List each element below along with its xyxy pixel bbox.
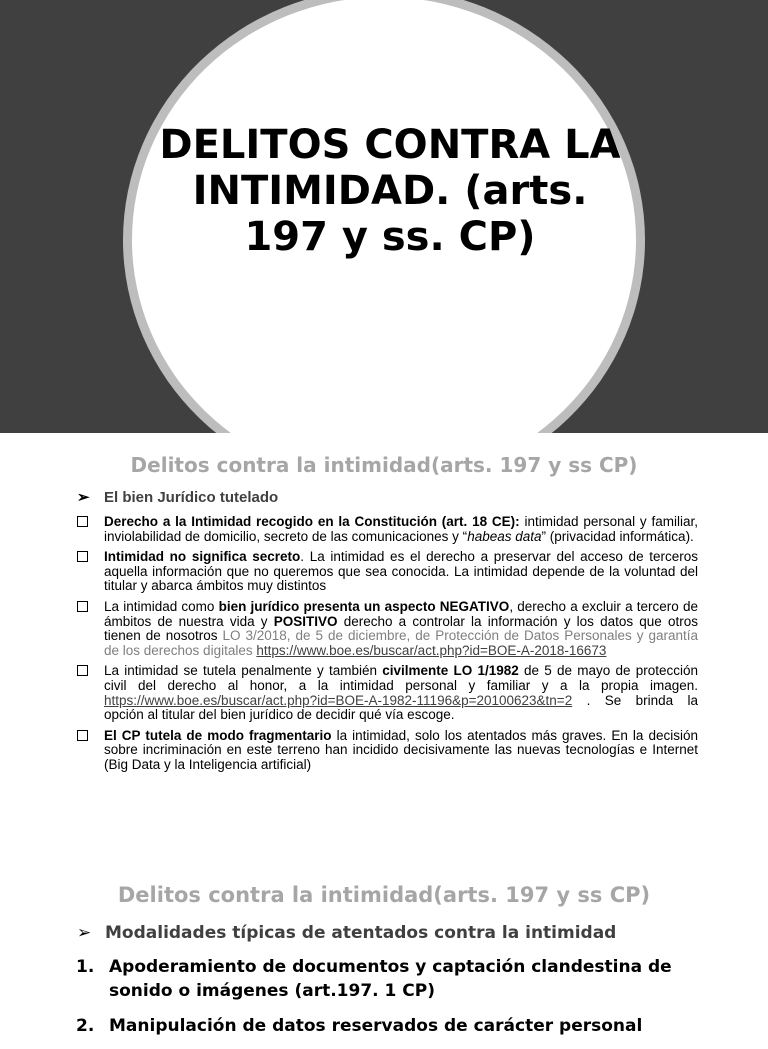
- list-item: [76, 550, 698, 594]
- item-number: 2.: [76, 1016, 95, 1036]
- item-bold-text: Intimidad no significa secreto: [104, 549, 301, 565]
- item-text: Apoderamiento de documentos y captación clandestina de sonido o imágenes (art.197. 1 CP): [109, 957, 672, 1001]
- item-text: La intimidad se tutela penalmente y también: [104, 663, 383, 679]
- list-item: [76, 955, 696, 1003]
- arrow-bullet-icon: ➢: [77, 489, 90, 506]
- item-italic-text: habeas data: [467, 528, 542, 544]
- hollow-square-bullet-icon: [77, 551, 88, 562]
- boe-link-lo-1-1982[interactable]: https://www.boe.es/buscar/act.php?id=BOE-A-1982-11196&p=20100623&tn=2: [104, 692, 573, 708]
- hollow-square-bullet-icon: [77, 730, 88, 741]
- list-item: [76, 600, 698, 658]
- bullet-list: [76, 515, 698, 779]
- item-bold-text: El CP tutela de modo fragmentario: [104, 727, 332, 743]
- item-text: intimidad personal y familiar, inviolabilidad de domicilio, secreto de las comunicaciones y “: [104, 514, 698, 544]
- item-text: , derecho a excluir a tercero de ámbitos de nuestra vida y: [104, 598, 698, 629]
- slide-subheading: [77, 488, 278, 506]
- hollow-square-bullet-icon: [77, 516, 88, 527]
- list-item: [76, 729, 698, 773]
- item-bold-text: Derecho a la Intimidad recogido en la Constitución (art. 18 CE):: [104, 514, 520, 529]
- item-text: la intimidad, solo los atentados más graves. En la decisión sobre incriminación en este terreno han incidido decisivamente las nuevas tecnologías e Internet (Big Data y la Inteligencia artificial): [104, 727, 698, 772]
- list-item: [76, 515, 698, 544]
- numbered-list: [76, 955, 696, 1049]
- list-item: [76, 664, 698, 722]
- slide-subheading: [77, 923, 616, 943]
- slide-heading: Delitos contra la intimidad(arts. 197 y ss CP): [130, 453, 638, 477]
- hollow-square-bullet-icon: [77, 665, 88, 676]
- item-text: de 5 de mayo de protección civil del derecho al honor, a la intimidad personal y familiar y a la propia imagen.: [104, 663, 698, 693]
- item-text: Manipulación de datos reservados de carácter personal: [109, 1016, 643, 1036]
- subheading-text: El bien Jurídico tutelado: [104, 489, 279, 506]
- item-text: derecho a controlar la información y los datos que otros tienen de nosotros: [104, 613, 698, 644]
- arrow-bullet-icon: ➢: [77, 923, 92, 943]
- item-text: La intimidad como: [104, 598, 219, 614]
- boe-link-lo-3-2018[interactable]: https://www.boe.es/buscar/act.php?id=BOE-A-2018-16673: [256, 642, 607, 658]
- hollow-square-bullet-icon: [77, 601, 88, 612]
- law-reference-text: LO 3/2018, de 5 de diciembre, de Protección de Datos Personales y garantía de los derechos digitales: [104, 628, 698, 658]
- item-text: . La intimidad es el derecho a preservar del acceso de terceros aquella información que no queremos que sea conocida. La intimidad depende de la voluntad del titular y abarca ámbitos muy distintos: [104, 549, 699, 594]
- item-bold-text: civilmente LO 1/1982: [382, 663, 519, 679]
- content-slide-modalidades: [0, 853, 768, 1036]
- item-text: . Se brinda la opción al titular del bien jurídico de decidir qué vía escoge.: [104, 692, 698, 723]
- list-item: [76, 1014, 696, 1038]
- content-slide-bien-juridico: [0, 433, 768, 853]
- subheading-text: Modalidades típicas de atentados contra la intimidad: [105, 923, 617, 943]
- slide-heading: Delitos contra la intimidad(arts. 197 y ss CP): [117, 883, 651, 907]
- slide-title: DELITOS CONTRA LA INTIMIDAD. (arts. 197 y ss. CP): [159, 122, 621, 260]
- item-bold-text: POSITIVO: [273, 613, 338, 629]
- item-bold-text: bien jurídico presenta un aspecto NEGATIVO: [218, 598, 510, 614]
- item-text: ” (privacidad informática).: [541, 528, 694, 544]
- title-slide: [0, 0, 768, 433]
- item-number: 1.: [76, 957, 95, 977]
